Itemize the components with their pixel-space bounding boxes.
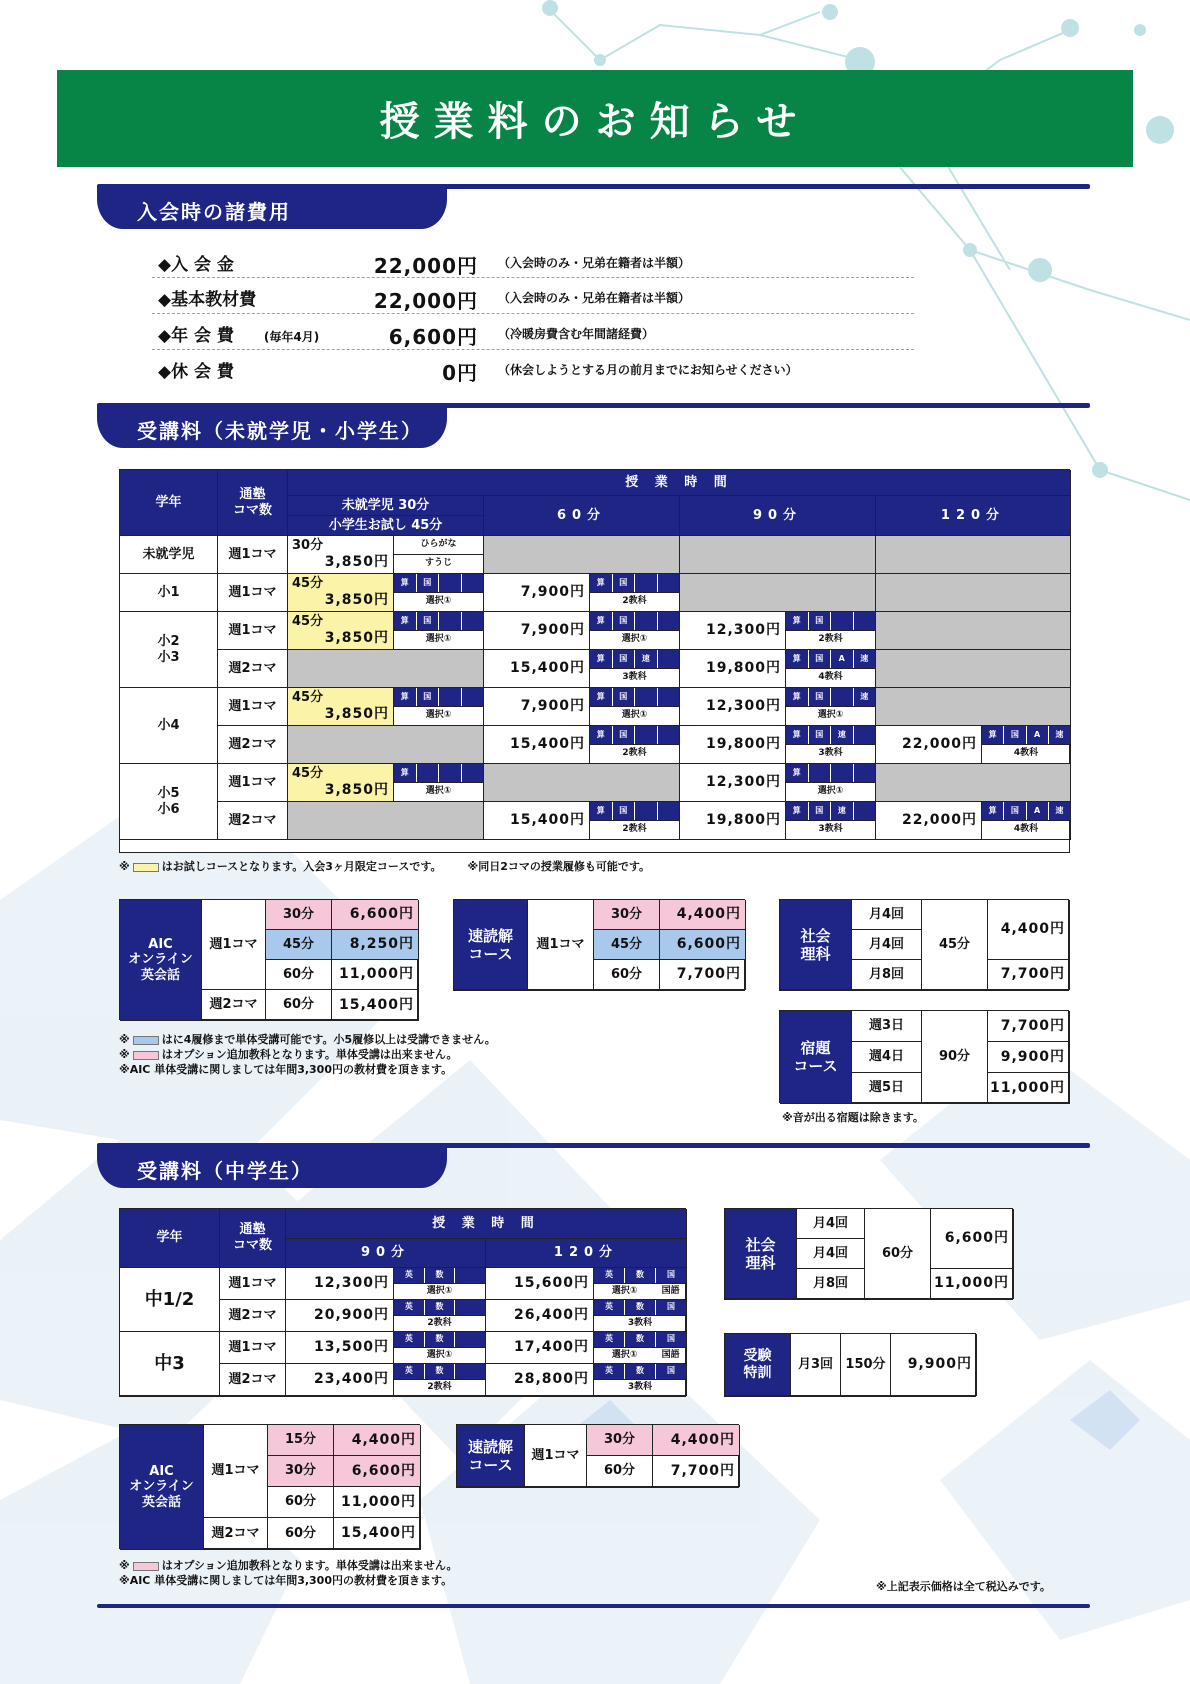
fee-sub: (毎年4月) [263,330,320,344]
elementary-fee-table [119,469,1070,853]
fee-note: （入会時のみ・兄弟在籍者は半額） [498,256,691,270]
price-cell: 28,800円 [486,1364,594,1396]
koma-label: 週2コマ [218,726,288,764]
price-cell: 7,700円 [988,960,1070,990]
minutes-cell: 60分 [266,990,332,1021]
price-cell: 7,900円 [484,574,590,612]
price-cell: 8,250円 [332,930,419,960]
sokudoku-label: 速読解 コース [457,1425,525,1487]
price-cell: 20,900円 [286,1300,394,1332]
price-cell: 9,900円 [988,1042,1070,1073]
note-blue: ※ はに4履修まで単体受講可能です。小5履修以上は受講できません。 [119,1033,496,1046]
grade-label: 中1/2 [120,1268,220,1332]
course-cell: 算 国 選択① [394,688,484,726]
price-cell: 19,800円 [680,650,786,688]
course-cell: 算 選択① [786,764,876,802]
header-90: 90分 [286,1239,486,1268]
section-title: 入会時の諸費用 [97,187,447,229]
minutes-cell: 150分 [841,1334,891,1396]
aic-label: AIC オンライン 英会話 [120,900,202,1021]
social-science-label: 社会 理科 [780,900,852,990]
social-science-label: 社会 理科 [725,1209,797,1299]
fee-note: （入会時のみ・兄弟在籍者は半額） [498,291,691,305]
empty-cell [876,612,1071,650]
section-header-junior-high [97,1143,1090,1191]
divider [152,313,914,314]
empty-cell [876,688,1071,726]
course-cell: 算 国 A 速 4教科 [786,650,876,688]
price-cell: 4,400円 [334,1425,421,1456]
grade-label: 小4 [120,688,218,764]
price-cell: 6,600円 [931,1209,1014,1269]
divider [152,349,914,350]
page-title-banner [57,70,1133,167]
price-cell: 19,800円 [680,726,786,764]
frequency-cell: 週3日 [852,1011,922,1042]
sokudoku-fee-table [453,899,745,991]
fee-amount: 6,600円 [388,325,478,349]
price-cell: 13,500円 [286,1332,394,1364]
price-cell: 23,400円 [286,1364,394,1396]
koma-label: 週1コマ [525,1425,587,1487]
koma-label: 週2コマ [220,1300,286,1332]
koma-label: 週2コマ [218,802,288,840]
course-cell: 算 選択① [394,764,484,802]
minutes-cell: 15分 [268,1425,334,1456]
frequency-cell: 月4回 [852,900,922,930]
fee-label: ◆基本教材費 [158,290,257,310]
koma-label: 週1コマ [220,1268,286,1300]
price-cell: 22,000円 [876,802,982,840]
grade-label: 未就学児 [120,536,218,574]
social-science-fee-table [779,899,1069,991]
course-cell: 算 国 2教科 [590,574,680,612]
minutes-cell: 30分 [266,900,332,930]
minutes-cell: 45分 [266,930,332,960]
course-cell: 算 国 2教科 [590,726,680,764]
header-time: 授 業 時 間 [286,1209,687,1239]
minutes-cell: 30分 [594,900,660,930]
course-cell: 英 数 2教科 [394,1364,486,1396]
header-grade: 学年 [120,1209,220,1268]
header-grade: 学年 [120,470,218,536]
section-header-elementary [97,403,1090,451]
minutes-cell: 60分 [587,1456,653,1487]
course-cell: ひらがな すうじ [394,536,484,574]
price-cell: 6,600円 [332,900,419,930]
fee-note: （休会しようとする月の前月までにお知らせください） [498,363,798,377]
price-cell: 15,400円 [484,650,590,688]
minutes-cell: 60分 [266,960,332,990]
price-cell: 4,400円 [653,1425,740,1456]
divider [152,277,914,278]
minutes-cell: 60分 [865,1209,931,1299]
sokudoku-label: 速読解 コース [454,900,528,990]
minutes-cell: 60分 [594,960,660,990]
price-cell: 15,400円 [484,726,590,764]
price-cell: 11,000円 [931,1269,1014,1299]
note-trial: ※ はお試しコースとなります。入会3ヶ月限定コースです。 ※同日2コマの授業履修も可能です。 [119,860,650,873]
footer-line [97,1604,1090,1608]
grade-label: 小2 小3 [120,612,218,688]
frequency-cell: 月8回 [797,1269,865,1299]
fee-amount: 22,000円 [373,254,478,278]
yellow-swatch [133,863,159,872]
empty-cell [288,650,484,688]
price-cell: 15,400円 [332,990,419,1021]
section-title: 受講料（未就学児・小学生） [97,406,447,448]
price-cell: 12,300円 [680,612,786,650]
course-cell: 算 国 速 3教科 [786,726,876,764]
price-cell: 22,000円 [876,726,982,764]
minutes-cell: 30分 [268,1456,334,1487]
exam-training-label: 受験 特訓 [725,1334,791,1396]
frequency-cell: 月4回 [852,930,922,960]
fee-label: ◆休 会 費 [158,362,234,382]
price-cell: 9,900円 [891,1334,977,1396]
empty-cell [876,574,1071,612]
trial-price-cell: 45分 3,850円 [288,764,394,802]
course-cell: 英 数 選択① [394,1268,486,1300]
empty-cell [876,650,1071,688]
price-cell: 19,800円 [680,802,786,840]
minutes-cell: 60分 [268,1518,334,1550]
homework-note: ※音が出る宿題は除きます。 [782,1111,924,1124]
price-cell: 4,400円 [660,900,746,930]
course-cell: 算 国 2教科 [786,612,876,650]
course-cell: 英 数 国 3教科 [594,1364,687,1396]
fee-label: ◆入 会 金 [158,255,234,275]
frequency-cell: 週5日 [852,1073,922,1104]
koma-label: 週2コマ [218,650,288,688]
koma-label: 週1コマ [218,612,288,650]
fee-amount: 22,000円 [373,289,478,313]
exam-training-table [724,1333,976,1397]
header-koma: 通塾 コマ数 [220,1209,286,1268]
header-90: 90分 [680,496,876,536]
social-science-fee-table-jh [724,1208,1013,1300]
aic-label: AIC オンライン 英会話 [120,1425,204,1550]
header-time: 授 業 時 間 [288,470,1071,496]
grade-label: 小5 小6 [120,764,218,840]
tax-note: ※上記表示価格は全て税込みです。 [876,1580,1051,1593]
course-cell: 算 国 A 速 4教科 [982,726,1071,764]
fee-amount: 0円 [442,361,478,385]
price-cell: 7,700円 [660,960,746,990]
fee-note: （冷暖房費含む年間諸経費） [498,327,655,341]
course-cell: 英 数 選択① [394,1332,486,1364]
koma-label: 週1コマ [528,900,594,990]
header-short2: 小学生お試し 45分 [288,516,484,536]
section-header-admission [97,184,1090,232]
homework-course-table [779,1010,1069,1103]
empty-cell [484,764,680,802]
koma-label: 週1コマ [220,1332,286,1364]
frequency-cell: 週4日 [852,1042,922,1073]
course-cell: 算 国 選択① [394,612,484,650]
price-cell: 12,300円 [680,688,786,726]
price-cell: 15,400円 [334,1518,421,1550]
course-cell: 算 国 速 3教科 [786,802,876,840]
koma-label: 週1コマ [218,536,288,574]
empty-cell [484,536,680,574]
koma-label: 週2コマ [220,1364,286,1396]
koma-label: 週2コマ [202,990,266,1021]
minutes-cell: 30分 [587,1425,653,1456]
price-cell: 11,000円 [332,960,419,990]
price-cell: 12,300円 [286,1268,394,1300]
empty-cell [876,764,1071,802]
fee-label: ◆年 会 費 [158,326,234,346]
minutes-cell: 60分 [268,1487,334,1518]
frequency-cell: 月4回 [797,1239,865,1269]
note-aic-jh: ※AIC 単体受講に関しましては年間3,300円の教材費を頂きます。 [119,1574,453,1587]
trial-price-cell: 45分 3,850円 [288,574,394,612]
course-cell: 算 国 A 速 4教科 [982,802,1071,840]
frequency-cell: 月8回 [852,960,922,990]
header-koma: 通塾 コマ数 [218,470,288,536]
pink-swatch [133,1051,159,1060]
trial-price-cell: 45分 3,850円 [288,688,394,726]
course-cell: 英 数 2教科 [394,1300,486,1332]
minutes-cell: 90分 [922,1011,988,1104]
price-cell: 7,900円 [484,612,590,650]
section-title: 受講料（中学生） [97,1146,447,1188]
page-title: 授業料のお知らせ [379,99,811,145]
course-cell: 算 国 選択① [394,574,484,612]
blue-swatch [133,1036,159,1045]
price-cell: 12,300円 [680,764,786,802]
grade-label: 小1 [120,574,218,612]
grade-label: 中3 [120,1332,220,1396]
aic-fee-table-jh [119,1424,420,1549]
pink-swatch [133,1562,159,1571]
note-pink: ※ はオプション追加教科となります。単体受講は出来ません。 [119,1048,458,1061]
course-cell: 英 数 国 3教科 [594,1300,687,1332]
price-cell: 11,000円 [988,1073,1070,1104]
koma-label: 週1コマ [218,574,288,612]
course-cell: 英 数 国 選択① 国語 [594,1268,687,1300]
course-cell: 算 国 選択① [590,688,680,726]
note-pink-jh: ※ はオプション追加教科となります。単体受講は出来ません。 [119,1559,458,1572]
header-short1: 未就学児 30分 [288,496,484,516]
koma-label: 週1コマ [218,688,288,726]
header-120: 120分 [876,496,1071,536]
price-cell: 6,600円 [334,1456,421,1487]
course-cell: 算 国 速 3教科 [590,650,680,688]
price-cell: 15,600円 [486,1268,594,1300]
price-cell: 26,400円 [486,1300,594,1332]
price-cell: 7,700円 [653,1456,740,1487]
price-cell: 7,700円 [988,1011,1070,1042]
frequency-cell: 月4回 [797,1209,865,1239]
koma-label: 週2コマ [204,1518,268,1550]
trial-price-cell: 45分 3,850円 [288,612,394,650]
junior-high-fee-table [119,1208,686,1397]
course-cell: 算 国 2教科 [590,802,680,840]
empty-cell [288,802,484,840]
price-cell: 11,000円 [334,1487,421,1518]
koma-label: 週1コマ [218,764,288,802]
empty-cell [288,726,484,764]
price-cell: 30分 3,850円 [288,536,394,574]
price-cell: 15,400円 [484,802,590,840]
empty-cell [680,574,876,612]
price-cell: 4,400円 [988,900,1070,960]
note-aic: ※AIC 単体受講に関しましては年間3,300円の教材費を頂きます。 [119,1063,453,1076]
course-cell: 算 国 速 選択① [786,688,876,726]
empty-cell [680,536,876,574]
header-120: 120分 [486,1239,687,1268]
price-cell: 7,900円 [484,688,590,726]
course-cell: 英 数 国 選択① 国語 [594,1332,687,1364]
empty-cell [876,536,1071,574]
course-cell: 算 国 選択① [590,612,680,650]
header-60: 60分 [484,496,680,536]
frequency-cell: 月3回 [791,1334,841,1396]
minutes-cell: 45分 [922,900,988,990]
aic-fee-table [119,899,418,1020]
sokudoku-fee-table-jh [456,1424,739,1488]
minutes-cell: 45分 [594,930,660,960]
price-cell: 6,600円 [660,930,746,960]
koma-label: 週1コマ [202,900,266,990]
homework-course-label: 宿題 コース [780,1011,852,1104]
koma-label: 週1コマ [204,1425,268,1518]
price-cell: 17,400円 [486,1332,594,1364]
